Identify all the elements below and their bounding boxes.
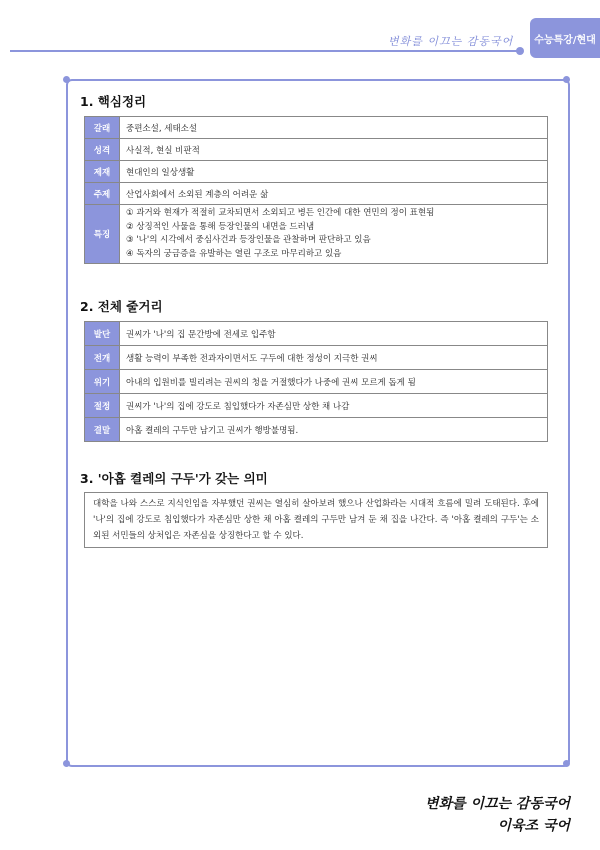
frame-corner-dot	[563, 76, 570, 83]
table-row	[85, 117, 548, 139]
row-label: 결말	[85, 418, 120, 442]
header-dot	[516, 47, 524, 55]
row-value: 현대인의 일상생활	[120, 161, 548, 183]
table-row	[85, 418, 548, 442]
frame-corner-dot	[63, 76, 70, 83]
table-row	[85, 161, 548, 183]
row-value: 중편소설, 세태소설	[120, 117, 548, 139]
row-label: 발단	[85, 322, 120, 346]
row-label: 특징	[85, 205, 120, 264]
section3-title: 3. '아홉 켤레의 구두'가 갖는 의미	[80, 471, 268, 486]
table-row	[85, 183, 548, 205]
row-label: 갈래	[85, 117, 120, 139]
table-row	[85, 139, 548, 161]
feature-item: ① 과거와 현재가 적절히 교차되면서 소외되고 병든 인간에 대한 연민의 정이 표현됨	[126, 208, 435, 218]
plot-table	[84, 321, 548, 442]
feature-item: ② 상징적인 사물을 통해 등장인물의 내면을 드러냄	[126, 221, 315, 232]
row-label: 제재	[85, 161, 120, 183]
section2-title: 2. 전체 줄거리	[80, 299, 163, 314]
footer-slogan: 변화를 이끄는 감동국어	[425, 796, 570, 812]
footer-branding	[400, 793, 570, 837]
feature-item: ③ '나'의 시각에서 중심사건과 등장인물을 관찰하며 판단하고 있음	[126, 235, 371, 245]
frame-corner-dot	[563, 760, 570, 767]
table-row	[85, 322, 548, 346]
header-tab: 수능특강/현대	[530, 18, 600, 58]
row-value: 산업사회에서 소외된 계층의 어려운 삶	[120, 183, 548, 205]
row-value: 아홉 켤레의 구두만 남기고 권씨가 행방불명됨.	[120, 418, 548, 442]
header-divider	[10, 50, 520, 52]
row-label: 주제	[85, 183, 120, 205]
row-value: 아내의 입원비를 빌리려는 권씨의 청을 거절했다가 나중에 권씨 모르게 돕게 됨	[120, 370, 548, 394]
footer-brand: 이육조 국어	[497, 818, 570, 834]
features-cell	[120, 205, 548, 264]
row-value: 권씨가 '나'의 집 문간방에 전세로 입주함	[120, 322, 548, 346]
row-label: 절정	[85, 394, 120, 418]
row-label: 위기	[85, 370, 120, 394]
row-label: 전개	[85, 346, 120, 370]
row-label: 성격	[85, 139, 120, 161]
row-value: 사실적, 현실 비판적	[120, 139, 548, 161]
table-row	[85, 370, 548, 394]
table-row	[85, 346, 548, 370]
table-row	[85, 205, 548, 264]
table-row	[85, 394, 548, 418]
section1-title: 1. 핵심정리	[80, 94, 147, 109]
row-value: 권씨가 '나'의 집에 강도로 침입했다가 자존심만 상한 채 나감	[120, 394, 548, 418]
header-slogan: 변화를 이끄는 감동국어	[388, 35, 514, 48]
summary-table	[84, 116, 548, 264]
feature-item: ④ 독자의 궁금증을 유발하는 열린 구조로 마무리하고 있음	[126, 248, 342, 259]
frame-corner-dot	[63, 760, 70, 767]
meaning-text: 대학을 나와 스스로 지식인임을 자부했던 권씨는 열심히 살아보려 했으나 산업화라는 시대적 흐름에 밀려 도태된다. 후에 '나'의 집에 강도로 침입했다가 자존심만 상한 채 아홉 켤레의 구두만 남겨 둔 채 집을 나간다. 즉 '아홉 켤레의 구두'는 소외된 서민들의 상처입은 자존심을 상징한다고 할 수 있다.	[84, 492, 548, 548]
row-value: 생활 능력이 부족한 전과자이면서도 구두에 대한 정성이 지극한 권씨	[120, 346, 548, 370]
